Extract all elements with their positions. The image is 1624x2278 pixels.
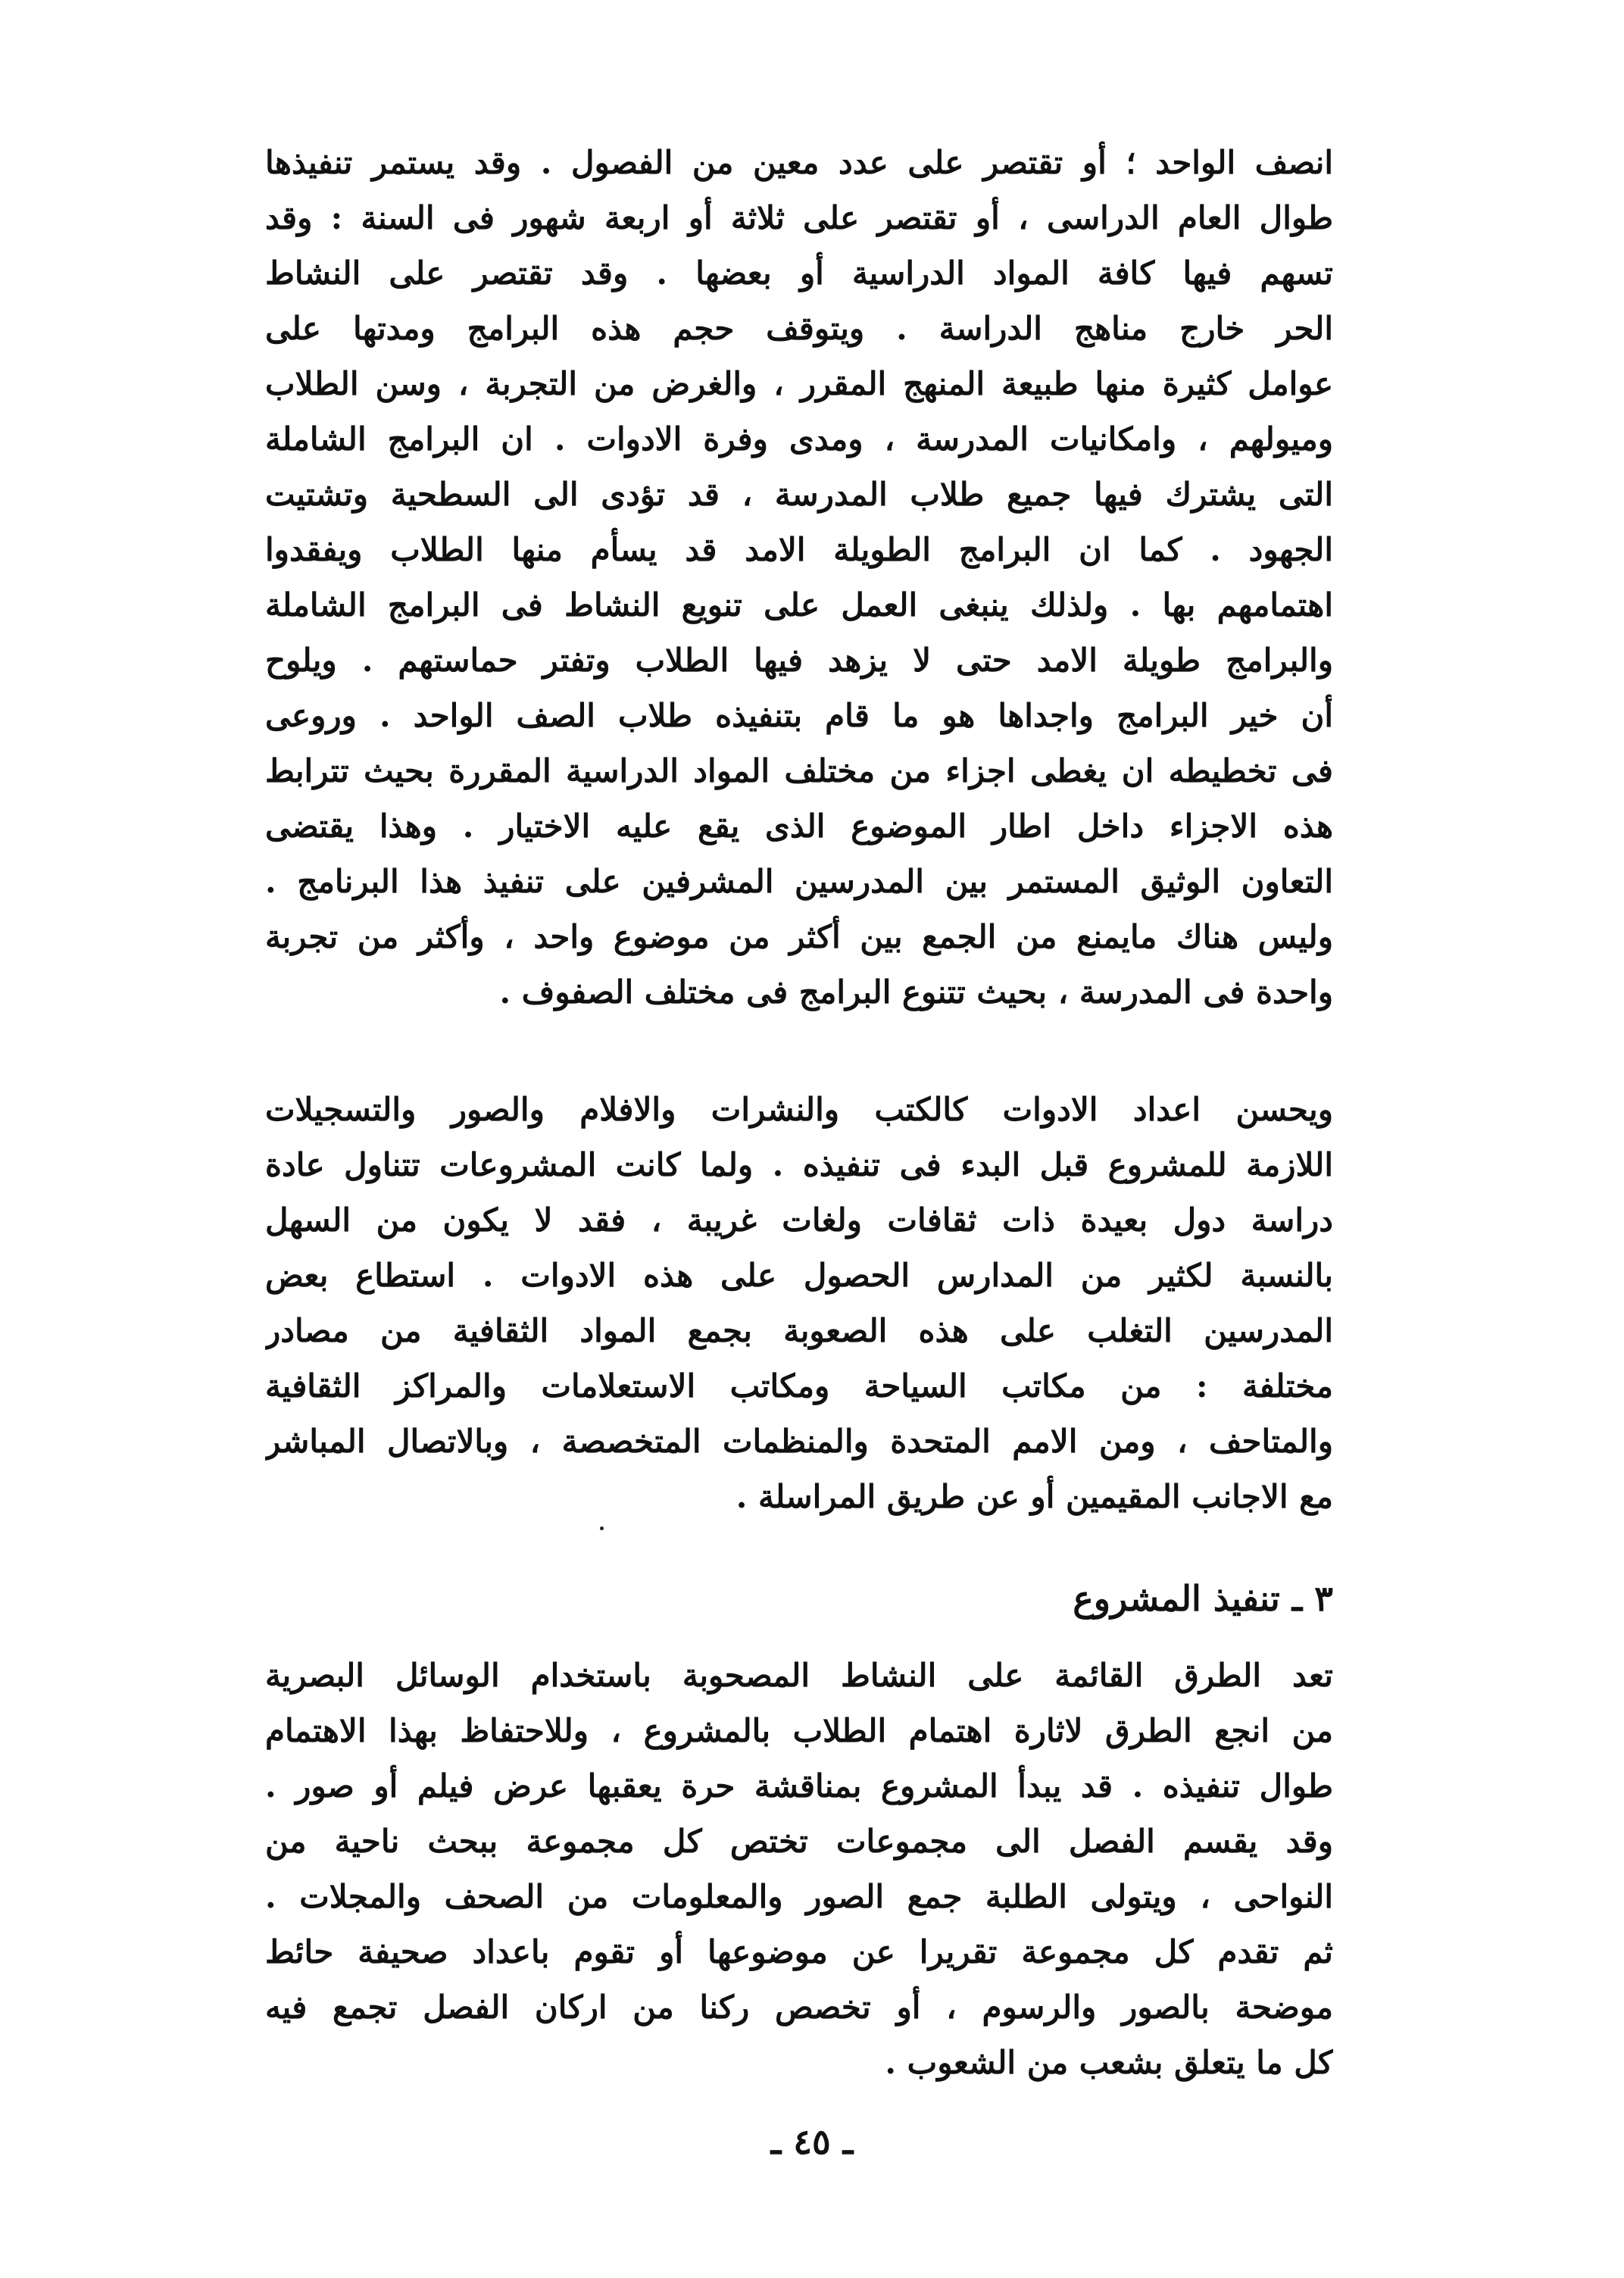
text-line: مختلفة : من مكاتب السياحة ومكاتب الاستعلامات والمراكز الثقافية bbox=[265, 1367, 1333, 1405]
text-line: تعد الطرق القائمة على النشاط المصحوبة باستخدام الوسائل البصرية bbox=[265, 1657, 1333, 1694]
stray-ink-dot bbox=[600, 1526, 604, 1530]
text-line: تسهم فيها كافة المواد الدراسية أو بعضها . وقد تقتصر على النشاط bbox=[265, 255, 1333, 292]
text-line: التعاون الوثيق المستمر بين المدرسين المشرفين على تنفيذ هذا البرنامج . bbox=[265, 863, 1333, 900]
section-heading: ٣ ـ تنفيذ المشروع bbox=[1073, 1578, 1333, 1620]
text-line: فى تخطيطه ان يغطى اجزاء من مختلف المواد الدراسية المقررة بحيث تترابط bbox=[265, 752, 1333, 789]
text-line: من انجع الطرق لاثارة اهتمام الطلاب بالمشروع ، وللاحتفاظ بهذا الاهتمام bbox=[265, 1712, 1333, 1749]
paragraph-1 bbox=[265, 135, 1333, 1020]
paragraph-2 bbox=[265, 1082, 1333, 1524]
text-line: النواحى ، ويتولى الطلبة جمع الصور والمعلومات من الصحف والمجلات . bbox=[265, 1878, 1333, 1915]
text-line: دراسة دول بعيدة ذات ثقافات ولغات غريبة ، فقد لا يكون من السهل bbox=[265, 1201, 1333, 1239]
text-line: انصف الواحد ؛ أو تقتصر على عدد معين من الفصول . وقد يستمر تنفيذها bbox=[265, 144, 1333, 181]
text-line: المدرسين التغلب على هذه الصعوبة بجمع المواد الثقافية من مصادر bbox=[265, 1312, 1333, 1349]
text-line: أن خير البرامج واجداها هو ما قام بتنفيذه طلاب الصف الواحد . وروعى bbox=[265, 697, 1333, 734]
text-line: ويحسن اعداد الادوات كالكتب والنشرات والافلام والصور والتسجيلات bbox=[265, 1091, 1333, 1128]
paragraph-3 bbox=[265, 1648, 1333, 2090]
page-number: ـ ٤٥ ـ bbox=[770, 2121, 854, 2162]
text-line: موضحة بالصور والرسوم ، أو تخصص ركنا من اركان الفصل تجمع فيه bbox=[265, 1989, 1333, 2026]
text-line: مع الاجانب المقيمين أو عن طريق المراسلة . bbox=[735, 1478, 1333, 1515]
text-line: كل ما يتعلق بشعب من الشعوب . bbox=[885, 2044, 1333, 2081]
text-line: بالنسبة لكثير من المدارس الحصول على هذه الادوات . استطاع بعض bbox=[265, 1257, 1333, 1294]
text-line: طوال العام الدراسى ، أو تقتصر على ثلاثة أو اربعة شهور فى السنة : وقد bbox=[265, 199, 1333, 236]
text-line: هذه الاجزاء داخل اطار الموضوع الذى يقع عليه الاختيار . وهذا يقتضى bbox=[265, 808, 1333, 845]
text-line: التى يشترك فيها جميع طلاب المدرسة ، قد تؤدى الى السطحية وتشتيت bbox=[265, 476, 1333, 513]
text-line: الجهود . كما ان البرامج الطويلة الامد قد يسأم منها الطلاب ويفقدوا bbox=[265, 531, 1333, 568]
text-line: اهتمامهم بها . ولذلك ينبغى العمل على تنويع النشاط فى البرامج الشاملة bbox=[265, 586, 1333, 623]
text-line: وميولهم ، وامكانيات المدرسة ، ومدى وفرة الادوات . ان البرامج الشاملة bbox=[265, 420, 1333, 458]
text-line: وليس هناك مايمنع من الجمع بين أكثر من موضوع واحد ، وأكثر من تجربة bbox=[265, 918, 1333, 955]
text-line: والبرامج طويلة الامد حتى لا يزهد فيها الطلاب وتفتر حماستهم . ويلوح bbox=[265, 642, 1333, 679]
text-line: طوال تنفيذه . قد يبدأ المشروع بمناقشة حرة يعقبها عرض فيلم أو صور . bbox=[265, 1767, 1333, 1805]
text-line: ثم تقدم كل مجموعة تقريرا عن موضوعها أو تقوم باعداد صحيفة حائط bbox=[265, 1933, 1333, 1970]
text-line: واحدة فى المدرسة ، بحيث تتنوع البرامج فى مختلف الصفوف . bbox=[499, 973, 1333, 1011]
text-line: اللازمة للمشروع قبل البدء فى تنفيذه . ولما كانت المشروعات تتناول عادة bbox=[265, 1146, 1333, 1183]
text-line: الحر خارج مناهج الدراسة . ويتوقف حجم هذه البرامج ومدتها على bbox=[265, 310, 1333, 347]
text-line: عوامل كثيرة منها طبيعة المنهج المقرر ، والغرض من التجربة ، وسن الطلاب bbox=[265, 365, 1333, 402]
text-line: والمتاحف ، ومن الامم المتحدة والمنظمات المتخصصة ، وبالاتصال المباشر bbox=[265, 1423, 1333, 1460]
text-line: وقد يقسم الفصل الى مجموعات تختص كل مجموعة ببحث ناحية من bbox=[265, 1823, 1333, 1860]
